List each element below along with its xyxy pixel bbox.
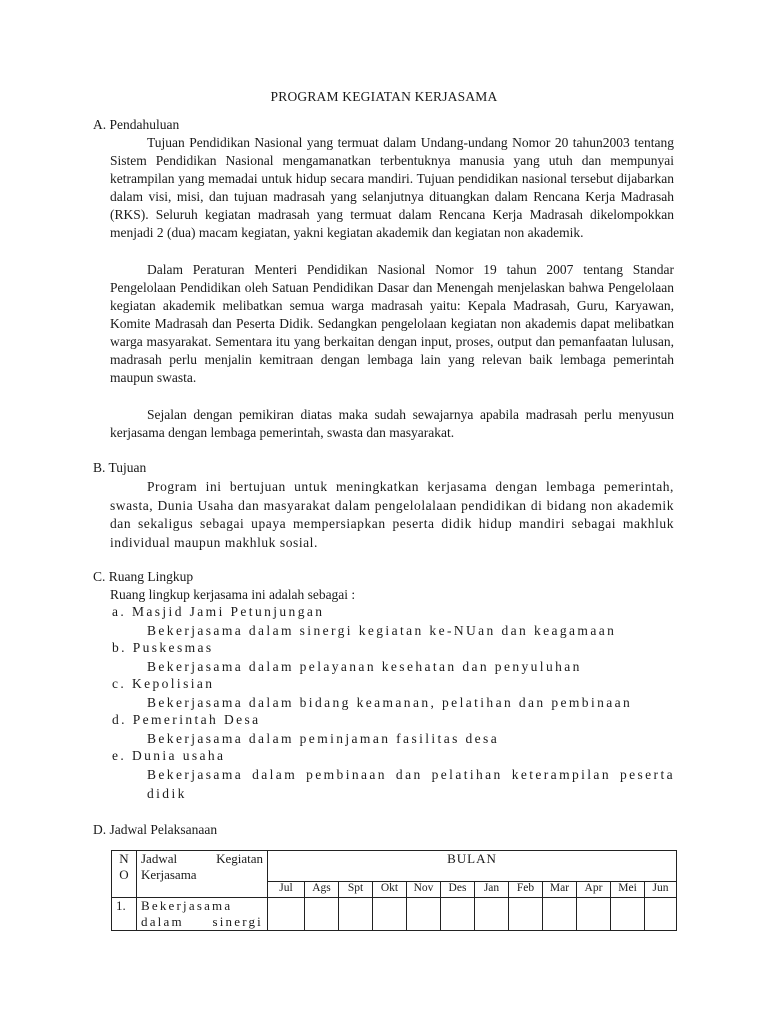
scope-item-label: a. Masjid Jami Petunjungan [112, 604, 325, 619]
section-a-paragraph-2: Dalam Peraturan Menteri Pendidikan Nasional Nomor 19 tahun 2007 tentang Standar Pengelolaan Pendidikan oleh Satuan Pendidikan Dasar dan Menengah menjelaskan bahwa Pengelolaan kegiatan akademik melibatkan semua warga madrasah yaitu: Kepala Madrasah, Guru, Karyawan, Komite Madrasah dan Peserta Didik. Sedangkan pengelolaan kegiatan non akademis dapat melibatkan warga masyarakat. Sementara itu yang berkaitan dengan input, proses, output dan pemanfaatan lulusan, madrasah perlu menjalin kemitraan dengan lembaga lain yang relevan baik lembaga pemerintah maupun swasta. [110, 262, 674, 385]
month-header: Des [441, 882, 475, 898]
section-a-paragraph-3: Sejalan dengan pemikiran diatas maka sudah sewajarnya apabila madrasah perlu menyusun kerjasama dengan lembaga pemerintah, swasta dan masyarakat. [110, 407, 674, 440]
table-header-month-group: BULAN [268, 851, 677, 882]
month-header: Jan [475, 882, 509, 898]
scope-item-label: d. Pemerintah Desa [112, 712, 261, 727]
document-title: PROGRAM KEGIATAN KERJASAMA [270, 89, 498, 104]
month-cell [509, 898, 543, 931]
month-cell [645, 898, 677, 931]
section-a-paragraph-1: Tujuan Pendidikan Nasional yang termuat dalam Undang-undang Nomor 20 tahun2003 tentang Sistem Pendidikan Nasional mengamanatkan terbentuknya manusia yang utuh dan mempunyai ketrampilan yang memadai untuk hidup secara mandiri. Tujuan pendidikan nasional tersebut dijabarkan dalam visi, misi, dan tujuan madrasah yang selanjutnya dituangkan dalam Rencana Kerja Madrasah (RKS). Seluruh kegiatan madrasah yang termuat dalam Rencana Kerja Madrasah dikelompokkan menjadi 2 (dua) macam kegiatan, yakni kegiatan akademik dan kegiatan non akademik. [110, 135, 674, 240]
month-header: Spt [339, 882, 373, 898]
month-header: Mei [611, 882, 645, 898]
month-header: Nov [407, 882, 441, 898]
section-b-heading: B. Tujuan [93, 460, 147, 475]
month-cell [611, 898, 645, 931]
month-cell [441, 898, 475, 931]
row-activity: Bekerjasama dalam sinergi [137, 898, 268, 931]
month-cell [577, 898, 611, 931]
month-cell [339, 898, 373, 931]
scope-item-desc: Bekerjasama dalam pelayanan kesehatan dan penyuluhan [147, 659, 582, 674]
row-number: 1. [112, 898, 137, 931]
month-header: Jul [268, 882, 305, 898]
scope-item-desc: Bekerjasama dalam pembinaan dan pelatihan keterampilan peserta didik [147, 767, 675, 801]
scope-item-desc: Bekerjasama dalam peminjaman fasilitas desa [147, 731, 500, 746]
month-header: Mar [543, 882, 577, 898]
month-cell [305, 898, 339, 931]
scope-item-desc: Bekerjasama dalam sinergi kegiatan ke-NUan dan keagamaan [147, 623, 617, 638]
month-cell [475, 898, 509, 931]
table-header-activity: Jadwal Kegiatan Kerjasama [137, 851, 268, 898]
table-header-no: N O [112, 851, 137, 898]
month-header: Jun [645, 882, 677, 898]
section-b-paragraph: Program ini bertujuan untuk meningkatkan kerjasama dengan lembaga pemerintah, swasta, Dunia Usaha dan masyarakat dalam pengelolalaan pendidikan di bidang non akademik dan sekaligus sebagai upaya mempersiapkan peserta didik hidup mandiri sebagai makhluk individual maupun makhluk sosial. [110, 479, 674, 550]
section-d-heading: D. Jadwal Pelaksanaan [93, 822, 218, 837]
scope-item-desc: Bekerjasama dalam bidang keamanan, pelatihan dan pembinaan [147, 695, 633, 710]
month-cell [543, 898, 577, 931]
table-row [112, 898, 677, 931]
month-header: Okt [373, 882, 407, 898]
scope-item-label: b. Puskesmas [112, 640, 214, 655]
section-c-heading: C. Ruang Lingkup [93, 569, 194, 584]
scope-item-label: c. Kepolisian [112, 676, 215, 691]
month-cell [407, 898, 441, 931]
schedule-table [111, 850, 677, 931]
month-cell [373, 898, 407, 931]
section-a-heading: A. Pendahuluan [93, 117, 180, 132]
month-header: Feb [509, 882, 543, 898]
scope-item-label: e. Dunia usaha [112, 748, 226, 763]
month-header: Ags [305, 882, 339, 898]
month-cell [268, 898, 305, 931]
section-c-intro: Ruang lingkup kerjasama ini adalah sebagai : [110, 587, 356, 602]
month-header: Apr [577, 882, 611, 898]
